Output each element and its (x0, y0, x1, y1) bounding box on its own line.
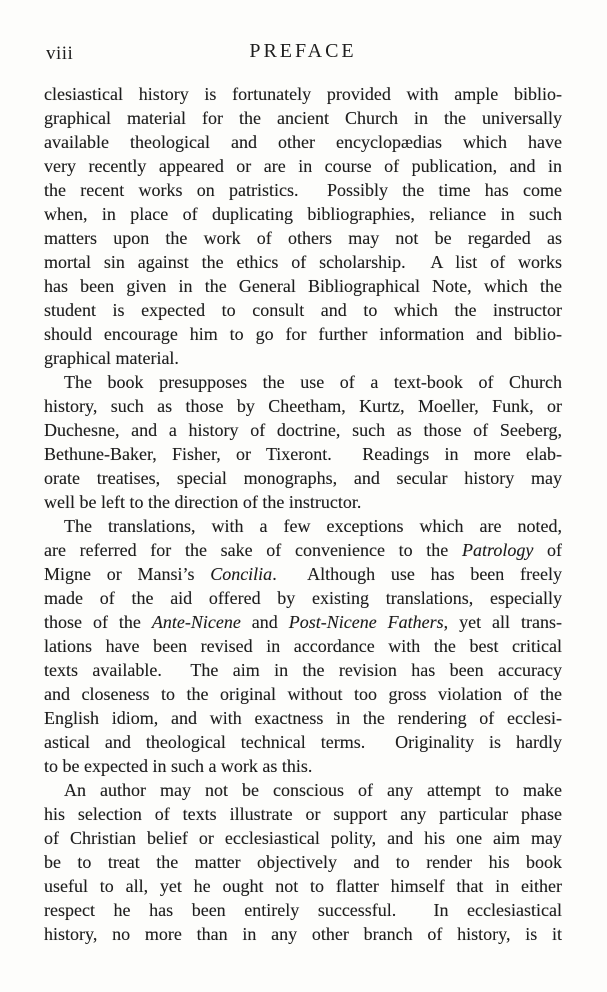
text-line: should encourage him to go for further information and biblio- (44, 324, 562, 344)
text-line: English idiom, and with exactness in the rendering of ecclesi- (44, 708, 562, 728)
paragraph (44, 82, 562, 370)
text-line: The translations, with a few exceptions which are noted, (64, 516, 562, 536)
text-line: those of the Ante-Nicene and Post-Nicene Fathers, yet all trans- (44, 612, 562, 632)
text-line: useful to all, yet he ought not to flatter himself that in either (44, 876, 562, 896)
text-column (44, 82, 562, 946)
text-line: The book presupposes the use of a text-book of Church (64, 372, 562, 392)
text-line: when, in place of duplicating bibliographies, reliance in such (44, 204, 562, 224)
text-line: well be left to the direction of the instructor. (44, 492, 362, 512)
text-line: texts available. The aim in the revision has been accuracy (44, 660, 562, 680)
text-line: Duchesne, and a history of doctrine, such as those of Seeberg, (44, 420, 562, 440)
text-line: the recent works on patristics. Possibly the time has come (44, 180, 562, 200)
text-line: orate treatises, special monographs, and secular history may (44, 468, 562, 488)
text-line: has been given in the General Bibliographical Note, which the (44, 276, 562, 296)
text-line: astical and theological technical terms. Originality is hardly (44, 732, 562, 752)
text-line: student is expected to consult and to which the instructor (44, 300, 562, 320)
text-line: history, such as those by Cheetham, Kurtz, Moeller, Funk, or (44, 396, 562, 416)
text-line: be to treat the matter objectively and to render his book (44, 852, 562, 872)
page-number: viii (46, 43, 74, 64)
text-line: An author may not be conscious of any attempt to make (64, 780, 562, 800)
text-line: mortal sin against the ethics of scholarship. A list of works (44, 252, 562, 272)
text-line: matters upon the work of others may not be regarded as (44, 228, 562, 248)
paragraph (44, 514, 562, 778)
text-line: are referred for the sake of convenience to the Patrology of (44, 540, 563, 560)
text-line: lations have been revised in accordance with the best critical (44, 636, 562, 656)
text-line: graphical material. (44, 348, 179, 368)
text-line: graphical material for the ancient Church in the universally (44, 108, 562, 128)
paragraph (44, 778, 562, 946)
text-line: Bethune-Baker, Fisher, or Tixeront. Readings in more elab- (44, 444, 562, 464)
text-line: of Christian belief or ecclesiastical polity, and his one aim may (44, 828, 562, 848)
paragraph (44, 370, 562, 514)
text-line: available theological and other encyclopædias which have (44, 132, 562, 152)
text-line: very recently appeared or are in course of publication, and in (44, 156, 562, 176)
page-title: PREFACE (249, 40, 357, 62)
text-line: and closeness to the original without too gross violation of the (44, 684, 562, 704)
page-header (44, 40, 562, 68)
text-line: to be expected in such a work as this. (44, 756, 313, 776)
text-line: made of the aid offered by existing translations, especially (44, 588, 562, 608)
text-line: respect he has been entirely successful. In ecclesiastical (44, 900, 562, 920)
text-line: clesiastical history is fortunately provided with ample biblio- (44, 84, 562, 104)
text-line: history, no more than in any other branch of history, is it (44, 924, 562, 944)
text-line: Migne or Mansi’s Concilia. Although use has been freely (44, 564, 562, 584)
text-line: his selection of texts illustrate or support any particular phase (44, 804, 562, 824)
